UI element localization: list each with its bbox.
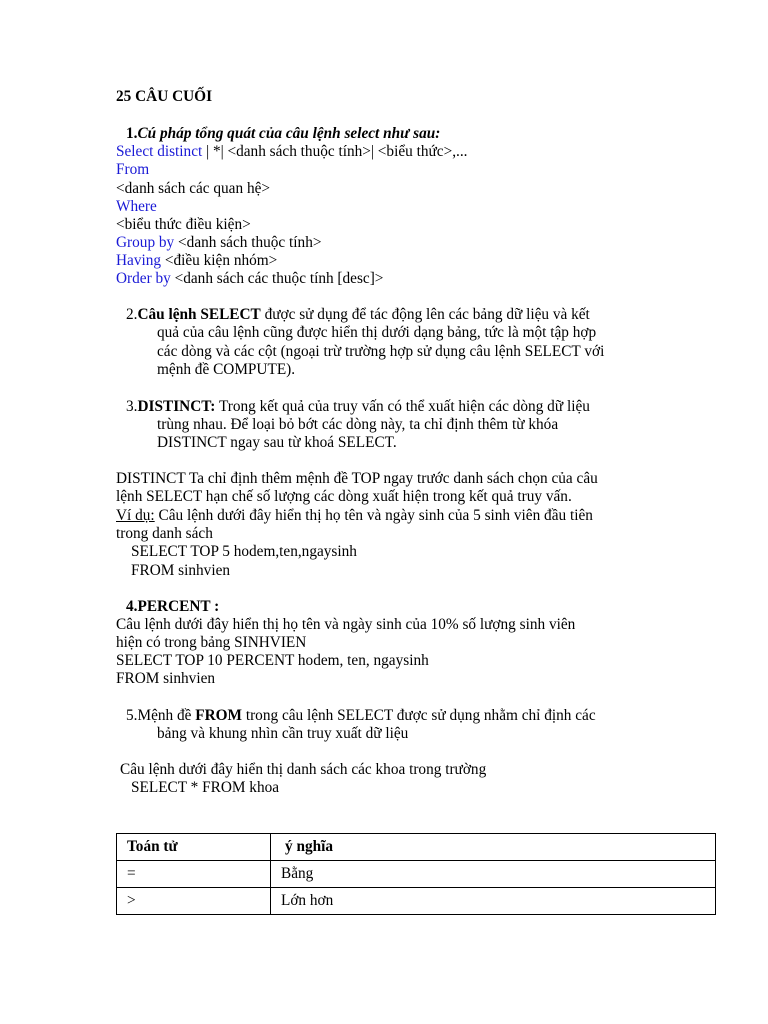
table-cell: Lớn hơn <box>271 888 716 915</box>
section-4-line: Câu lệnh dưới đây hiển thị họ tên và ngày sinh của 10% số lượng sinh viên <box>116 616 576 633</box>
table-cell: > <box>117 888 271 915</box>
syntax-line-where <box>116 198 157 216</box>
page-title: 25 CÂU CUỐI <box>116 88 213 105</box>
section-2-line: các dòng và các cột (ngoại trừ trường hợp sử dụng câu lệnh SELECT với <box>157 343 605 360</box>
syntax-line-relations <box>116 180 270 198</box>
syntax-text: | *| <danh sách thuộc tính>| <biểu thức>,... <box>202 143 468 160</box>
syntax-keyword: Where <box>116 198 157 215</box>
section-2-number: 2. <box>126 306 138 323</box>
section-3-bold: DISTINCT: <box>137 398 216 415</box>
syntax-line-condition <box>116 216 251 234</box>
table-cell: Bằng <box>271 861 716 888</box>
example-label: Ví dụ: <box>116 507 155 524</box>
section-1-title: Cú pháp tổng quát của câu lệnh select như sau: <box>137 125 441 142</box>
section-5-number: 5. <box>126 707 138 724</box>
code-line: FROM sinhvien <box>131 562 231 579</box>
section-5-text: trong câu lệnh SELECT được sử dụng nhằm chỉ định các <box>242 707 596 724</box>
table-row <box>117 888 716 915</box>
syntax-line-group-by <box>116 234 321 252</box>
section-4-line: FROM sinhvien <box>116 670 216 687</box>
syntax-line-order-by <box>116 270 383 288</box>
section-2-text: được sử dụng để tác động lên các bảng dữ liệu và kết <box>260 306 590 323</box>
top-paragraph-line: DISTINCT Ta chỉ định thêm mệnh đề TOP ngay trước danh sách chọn của câu <box>116 470 598 487</box>
syntax-keyword: Select distinct <box>116 143 203 160</box>
section-4-heading <box>126 598 219 616</box>
section-4-title: PERCENT : <box>137 598 220 615</box>
example-line <box>116 507 593 525</box>
example-continuation: trong danh sách <box>116 525 213 542</box>
syntax-line-from <box>116 161 149 179</box>
section-3-line: DISTINCT ngay sau từ khoá SELECT. <box>157 434 397 451</box>
section-5-first-line <box>126 707 596 725</box>
section-4-number: 4. <box>126 598 138 615</box>
section-1-heading <box>126 125 440 143</box>
table-cell: = <box>117 861 271 888</box>
syntax-text: <biểu thức điều kiện> <box>116 216 251 233</box>
section-3-first-line <box>126 398 590 416</box>
table-header-cell: Toán tử <box>117 834 271 861</box>
syntax-keyword: Group by <box>116 234 175 251</box>
code-line: SELECT TOP 5 hodem,ten,ngaysinh <box>131 543 357 560</box>
section-3-number: 3. <box>126 398 138 415</box>
syntax-text: <danh sách thuộc tính> <box>174 234 322 251</box>
section-2-line: mệnh đề COMPUTE). <box>157 361 296 378</box>
syntax-line-having <box>116 252 277 270</box>
syntax-text: <danh sách các thuộc tính [desc]> <box>170 270 384 287</box>
syntax-keyword: Having <box>116 252 162 269</box>
section-2-line: quả của câu lệnh cũng được hiển thị dưới dạng bảng, tức là một tập hợp <box>157 324 597 341</box>
section-2-bold: Câu lệnh SELECT <box>137 306 261 323</box>
section-5-bold: FROM <box>195 707 242 724</box>
section-3-line: trùng nhau. Để loại bỏ bớt các dòng này, ta chỉ định thêm từ khóa <box>157 416 559 433</box>
syntax-keyword: From <box>116 161 150 178</box>
table-row <box>117 861 716 888</box>
section-5-line: bảng và khung nhìn cần truy xuất dữ liệu <box>157 725 409 742</box>
section-5-example: Câu lệnh dưới đây hiển thị danh sách các khoa trong trường <box>120 761 487 778</box>
operator-table <box>116 833 716 915</box>
table-header-row <box>117 834 716 861</box>
section-2-first-line <box>126 306 590 324</box>
code-line: SELECT * FROM khoa <box>131 779 280 796</box>
syntax-text: <điều kiện nhóm> <box>161 252 278 269</box>
example-text: Câu lệnh dưới đây hiển thị họ tên và ngày sinh của 5 sinh viên đầu tiên <box>154 507 593 524</box>
section-3-text: Trong kết quả của truy vấn có thể xuất hiện các dòng dữ liệu <box>215 398 590 415</box>
top-paragraph-line: lệnh SELECT hạn chế số lượng các dòng xuất hiện trong kết quả truy vấn. <box>116 488 572 505</box>
syntax-text: <danh sách các quan hệ> <box>116 180 271 197</box>
section-4-line: hiện có trong bảng SINHVIEN <box>116 634 307 651</box>
section-4-line: SELECT TOP 10 PERCENT hodem, ten, ngaysinh <box>116 652 429 669</box>
syntax-line-select <box>116 143 468 161</box>
section-5-text: Mệnh đề <box>137 707 196 724</box>
table-header-cell: ý nghĩa <box>271 834 716 861</box>
section-1-number: 1. <box>126 125 138 142</box>
syntax-keyword: Order by <box>116 270 171 287</box>
